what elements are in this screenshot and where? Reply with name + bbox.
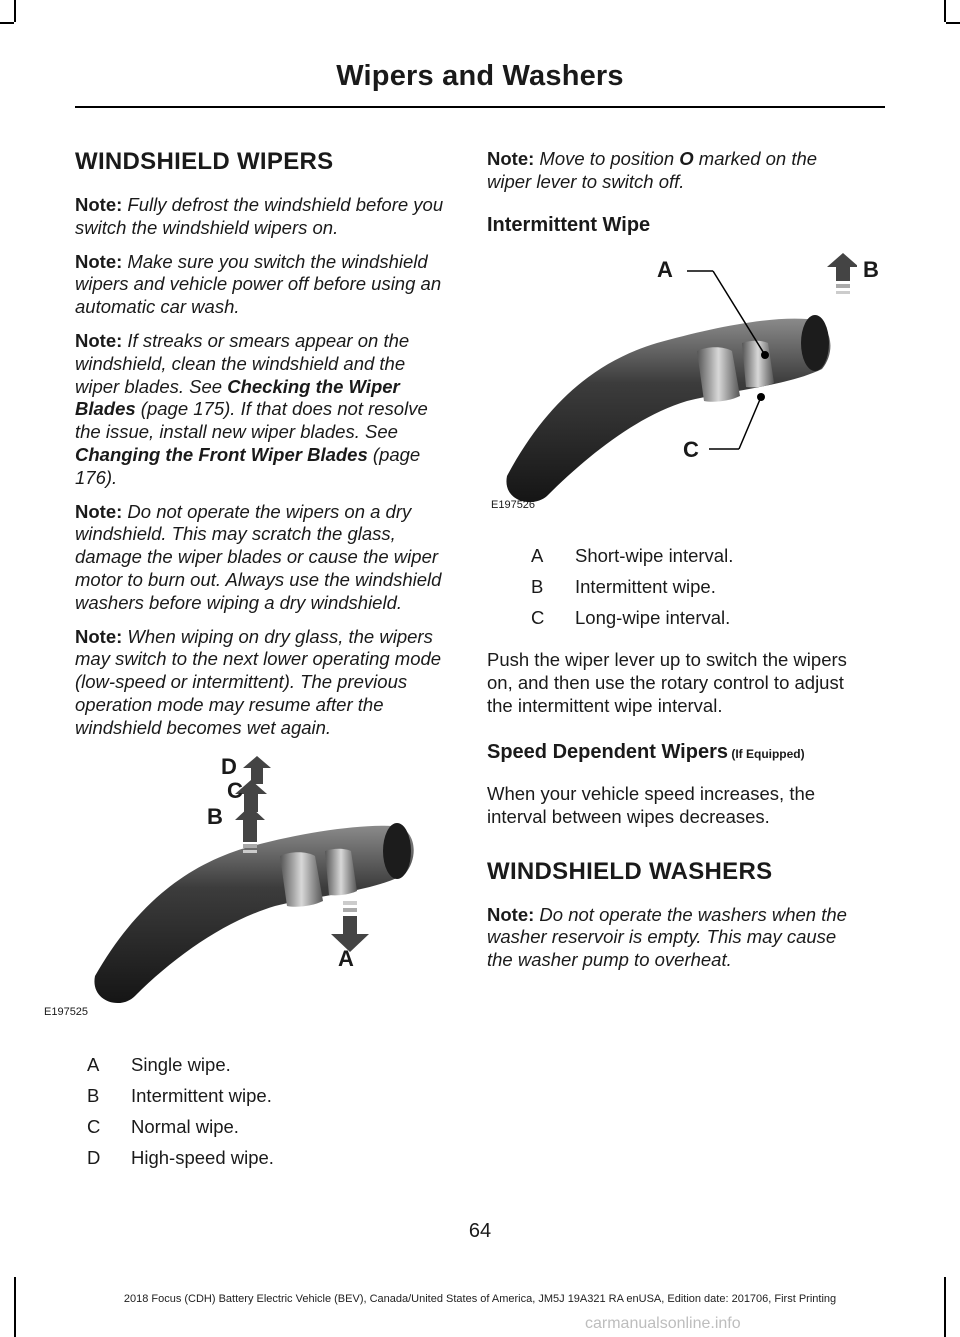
note [487, 148, 857, 194]
crop-mark [944, 1277, 946, 1337]
note-label: Note: [487, 148, 535, 169]
legend-row [75, 1112, 445, 1143]
note-text: Do not operate the wipers on a dry windshield. This may scratch the glass, damage the wiper blades or cause the wiper motor to burn out. Always use the windshield washers before wiping a dry windshield. [75, 500, 442, 613]
cross-ref-link[interactable]: Checking the Wiper Blades [75, 375, 400, 420]
wiper-lever-figure [44, 753, 445, 1026]
note-text: If streaks or smears appear on the windshield, clean the windshield and the wiper blades. See [75, 329, 410, 397]
page-number: 64 [468, 1220, 492, 1242]
note [75, 194, 445, 240]
body-paragraph: When your vehicle speed increases, the interval between wipes decreases. [487, 782, 816, 827]
note-text: When wiping on dry glass, the wipers may switch to the next lower operating mode (low-speed or intermittent). The previous operation mode may resume after the windshield becomes wet again. [75, 625, 442, 738]
legend-value: Normal wipe. [131, 1116, 239, 1138]
crop-mark [0, 22, 14, 24]
legend-key: D [87, 1147, 101, 1169]
legend-value: Intermittent wipe. [575, 576, 716, 598]
intermittent-wipe-figure [487, 251, 879, 521]
position-marker: O [679, 148, 694, 169]
sub-heading-text: Speed Dependent Wipers [487, 740, 728, 763]
legend-key: B [87, 1085, 100, 1107]
crop-mark [14, 1277, 16, 1337]
note-text: Do not operate the washers when the washer reservoir is empty. This may cause the washer pump to overheat. [487, 903, 847, 971]
legend-key: B [531, 576, 544, 598]
figure-id: E197526 [491, 498, 536, 511]
legend-key: C [87, 1116, 101, 1138]
body-paragraph: Push the wiper lever up to switch the wipers on, and then use the rotary control to adjust the intermittent wipe interval. [487, 648, 847, 716]
figure-callout-a: A [657, 256, 673, 282]
section-heading: WINDSHIELD WASHERS [487, 857, 773, 885]
note-text: (page 176). [75, 443, 421, 488]
arrow-down-icon [331, 901, 369, 952]
legend-key: A [531, 545, 544, 567]
lever-body [506, 318, 830, 502]
crop-mark [14, 0, 16, 22]
legend-value: Single wipe. [131, 1054, 231, 1076]
legend-value: Short-wipe interval. [575, 545, 734, 567]
legend-key: A [87, 1054, 100, 1076]
figure-callout-b: B [863, 256, 879, 282]
note-text: Make sure you switch the windshield wipers and vehicle power off before using an automatic car wash. [75, 250, 442, 318]
watermark: carmanualsonline.info [585, 1315, 741, 1332]
legend-row [75, 1143, 445, 1174]
legend-row [519, 541, 857, 572]
legend-key: C [531, 607, 545, 629]
note-label: Note: [75, 194, 123, 215]
figure-callout-c: C [683, 436, 699, 462]
leader-line [739, 397, 761, 449]
arrow-up-icon [243, 756, 271, 784]
note [75, 330, 445, 490]
note [75, 251, 445, 319]
note [75, 626, 445, 740]
legend-row [519, 572, 857, 603]
legend-row [519, 603, 857, 634]
cross-ref-link[interactable]: Changing the Front Wiper Blades [75, 443, 368, 465]
note [487, 904, 857, 972]
crop-mark [944, 0, 946, 22]
figure-callout-b: B [207, 803, 223, 829]
note-text: marked on the wiper lever to switch off. [487, 148, 818, 192]
legend-value: Intermittent wipe. [131, 1085, 272, 1107]
wiper-lever-illustration [75, 753, 445, 1026]
note-text: Fully defrost the windshield before you switch the windshield wipers on. [75, 194, 444, 238]
right-column [487, 140, 879, 972]
lever-end-cap [801, 315, 829, 371]
note-label: Note: [75, 250, 123, 272]
left-column [44, 140, 445, 1174]
rotary-control-illustration [487, 251, 857, 521]
figure-id: E197525 [44, 1005, 89, 1018]
sub-heading: Intermittent Wipe [487, 213, 651, 236]
note-text: Move to position [534, 148, 680, 169]
legend-row [75, 1081, 445, 1112]
note-label: Note: [75, 625, 123, 647]
note [75, 501, 445, 615]
crop-mark [946, 22, 960, 24]
lever-end-cap [383, 823, 411, 879]
page-footer: 2018 Focus (CDH) Battery Electric Vehicle (BEV), Canada/United States of America, JM5J 19A321 RA enUSA, Edition date: 201706, First Printing [123, 1293, 837, 1305]
arrow-up-icon [827, 253, 857, 294]
legend-value: Long-wipe interval. [575, 607, 731, 629]
figure-callout-a: A [338, 945, 354, 971]
note-label: Note: [75, 329, 123, 351]
note-label: Note: [487, 903, 535, 925]
figure-callout-d: D [221, 753, 237, 779]
header-rule [75, 106, 885, 108]
callout-dot [761, 351, 769, 359]
figure-callout-c: C [227, 777, 243, 803]
callout-dot [757, 393, 765, 401]
legend-table [519, 541, 857, 634]
note-text: (page 175). If that does not resolve the issue, install new wiper blades. See [75, 398, 428, 443]
section-heading: WINDSHIELD WIPERS [75, 148, 334, 175]
note-label: Note: [75, 500, 123, 522]
equipment-tag: (If Equipped) [727, 746, 805, 761]
legend-row [75, 1050, 445, 1081]
legend-table [75, 1050, 445, 1174]
sub-heading [487, 741, 857, 764]
legend-value: High-speed wipe. [131, 1147, 274, 1169]
page-header-title: Wipers and Washers [336, 60, 624, 92]
